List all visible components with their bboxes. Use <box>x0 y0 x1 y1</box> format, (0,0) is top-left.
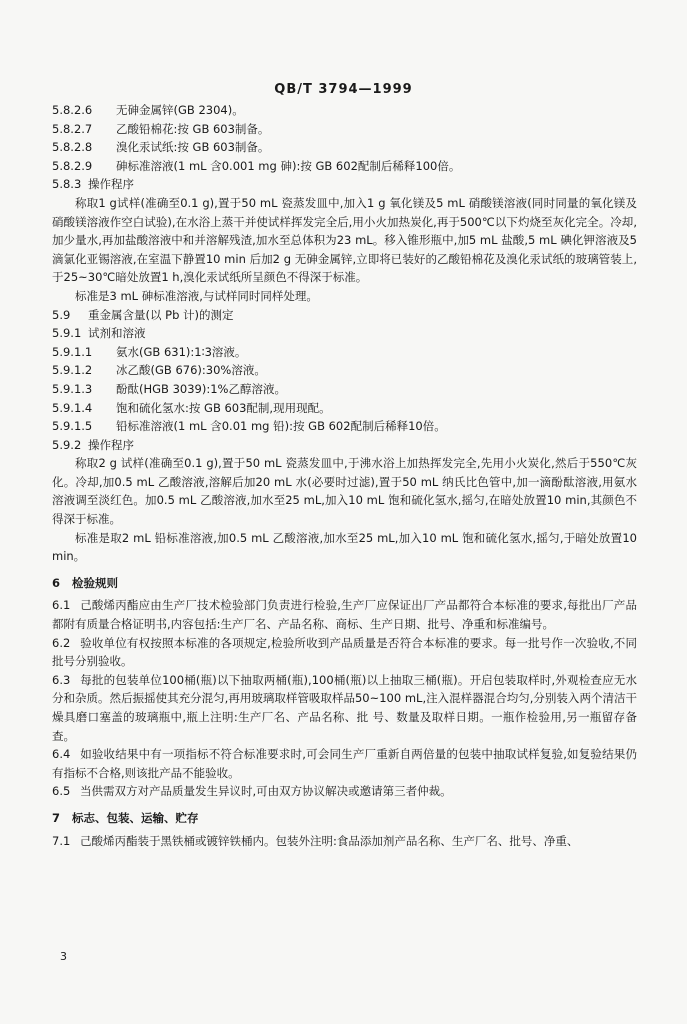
clause-number: 5.8.2.7 <box>52 121 93 136</box>
clause-line <box>52 399 637 418</box>
clause-text: 饱和硫化氢水:按 GB 603配制,现用现配。 <box>116 400 331 415</box>
clause-text: 溴化汞试纸:按 GB 603制备。 <box>116 140 270 155</box>
clause-text: 操作程序 <box>88 437 134 452</box>
clause-line <box>52 157 637 176</box>
clause-text: 试剂和溶液 <box>88 326 146 341</box>
clause-line <box>52 306 637 325</box>
clause-line <box>52 101 637 120</box>
clause-line <box>52 417 637 436</box>
clause-line <box>52 436 637 455</box>
clause-text: 己酸烯丙酯应由生产厂技术检验部门负责进行检验,生产厂应保证出厂产品都符合本标准的要求,每批出厂产品都附有质量合格证明书,内容包括:生产厂名、产品名称、商标、生产日期、批号、净重和标准编号。 <box>52 598 637 632</box>
standard-code-header: QB/T 3794—1999 <box>274 82 413 97</box>
clause-6-5 <box>52 782 637 801</box>
clause-6-4 <box>52 745 637 782</box>
clause-7-1 <box>52 832 637 851</box>
clause-number: 5.8.2.9 <box>52 158 93 173</box>
clause-6-2 <box>52 634 637 671</box>
clause-number: 5.9 <box>52 307 71 322</box>
clause-number: 5.8.2.6 <box>52 103 93 117</box>
clause-text: 乙酸铅棉花:按 GB 603制备。 <box>116 121 270 136</box>
clause-number: 5.8.3 <box>52 177 82 192</box>
clause-line <box>52 343 637 362</box>
section-heading <box>52 809 637 828</box>
clause-number: 6.2 <box>52 635 71 650</box>
clause-number: 5.9.1.3 <box>52 381 93 396</box>
clause-text: 每批的包装单位100桶(瓶)以下抽取两桶(瓶),100桶(瓶)以上抽取三桶(瓶)。开启包装取样时,外观检查应无水分和杂质。然后振摇使其充分混匀,再用玻璃取样管吸取样品50~100 mL,注入混样器混合均匀,分别装入两个清洁干燥具磨口塞盖的玻璃瓶中,瓶上注明:生产厂名、产品名称、批 号、数量及取样日期。一瓶作检验用,另一瓶留存备查。 <box>52 672 637 743</box>
section-heading <box>52 574 637 593</box>
section-number: 7 <box>52 810 61 825</box>
clause-number: 5.9.1.2 <box>52 363 93 378</box>
clause-number: 5.9.1.5 <box>52 419 93 434</box>
clause-line <box>52 175 637 194</box>
clause-text: 己酸烯丙酯装于黑铁桶或镀锌铁桶内。包装外注明:食品添加剂产品名称、生产厂名、批号、净重、 <box>80 833 579 848</box>
clause-text: 操作程序 <box>88 177 134 192</box>
clause-text: 验收单位有权按照本标准的各项规定,检验所收到产品质量是否符合本标准的要求。每一批号作一次验收,不同批号分别验收。 <box>52 635 637 669</box>
paragraph-procedure-heavy-metal: 称取2 g 试样(准确至0.1 g),置于50 mL 瓷蒸发皿中,于沸水浴上加热挥发完全,先用小火炭化,然后于550℃灰化。冷却,加0.5 mL 乙酸溶液,溶解后加20 mL 水(必要时过滤),置于50 mL 纳氏比色管中,加一滴酚酞溶液,用氨水溶液调至淡红色。加0.5 mL 乙酸溶液,加水至25 mL,加入10 mL 饱和硫化氢水,摇匀,在暗处放置10 min,其颜色不得深于标准。 <box>52 456 637 527</box>
clause-text: 重金属含量(以 Pb 计)的测定 <box>88 307 234 322</box>
clause-text: 铅标准溶液(1 mL 含0.01 mg 铅):按 GB 602配制后稀释10倍。 <box>116 419 446 434</box>
clause-text: 酚酞(HGB 3039):1%乙醇溶液。 <box>116 381 286 396</box>
clause-number: 5.9.1.4 <box>52 400 93 415</box>
clause-line <box>52 138 637 157</box>
section-number: 6 <box>52 575 61 590</box>
clause-6-3 <box>52 671 637 745</box>
clause-line <box>52 380 637 399</box>
section-title: 检验规则 <box>72 575 118 590</box>
clause-text: 无砷金属锌(GB 2304)。 <box>116 103 244 117</box>
paragraph-standard-arsenic: 标准是3 mL 砷标准溶液,与试样同时同样处理。 <box>75 288 318 303</box>
clause-text: 砷标准溶液(1 mL 含0.001 mg 砷):按 GB 602配制后稀释100倍。 <box>116 158 461 173</box>
clause-text: 当供需双方对产品质量发生异议时,可由双方协议解决或邀请第三者仲裁。 <box>80 784 452 799</box>
clause-line <box>52 120 637 139</box>
section-title: 标志、包装、运输、贮存 <box>72 810 199 825</box>
document-body <box>52 101 637 850</box>
clause-number: 5.9.1.1 <box>52 344 93 359</box>
page-number: 3 <box>60 950 67 963</box>
paragraph-procedure-arsenic: 称取1 g试样(准确至0.1 g),置于50 mL 瓷蒸发皿中,加入1 g 氧化镁及5 mL 硝酸镁溶液(同时同量的氧化镁及硝酸镁溶液作空白试验),在水浴上蒸干并使试样挥发完全后,用小火加热炭化,再于500℃以下灼烧至灰化完全。冷却,加少量水,再加盐酸溶液中和并溶解残渣,加水至总体积为23 mL。移入锥形瓶中,加5 mL 盐酸,5 mL 碘化钾溶液及5滴氯化亚锡溶液,在室温下静置10 min 后加2 g 无砷金属锌,立即将已装好的乙酸铅棉花及溴化汞试纸的玻璃管装上,于25~30℃暗处放置1 h,溴化汞试纸所呈颜色不得深于标准。 <box>52 195 637 285</box>
clause-6-1 <box>52 596 637 633</box>
clause-number: 7.1 <box>52 833 71 848</box>
clause-number: 5.9.1 <box>52 326 82 341</box>
clause-text: 氨水(GB 631):1∶3溶液。 <box>116 344 247 359</box>
clause-text: 如验收结果中有一项指标不符合标准要求时,可会同生产厂重新自两倍量的包装中抽取试样复验,如复验结果仍有指标不合格,则该批产品不能验收。 <box>52 747 637 780</box>
clause-text: 冰乙酸(GB 676):30%溶液。 <box>116 363 266 378</box>
clause-line <box>52 361 637 380</box>
clause-number: 6.5 <box>52 784 71 799</box>
clause-number: 6.3 <box>52 672 71 687</box>
clause-line <box>52 324 637 343</box>
paragraph-standard-heavy-metal: 标准是取2 mL 铅标准溶液,加0.5 mL 乙酸溶液,加水至25 mL,加入10 mL 饱和硫化氢水,摇匀,于暗处放置10 min。 <box>52 530 637 564</box>
clause-number: 5.9.2 <box>52 437 82 452</box>
clause-number: 6.4 <box>52 747 71 762</box>
clause-number: 5.8.2.8 <box>52 140 93 155</box>
clause-number: 6.1 <box>52 598 71 613</box>
